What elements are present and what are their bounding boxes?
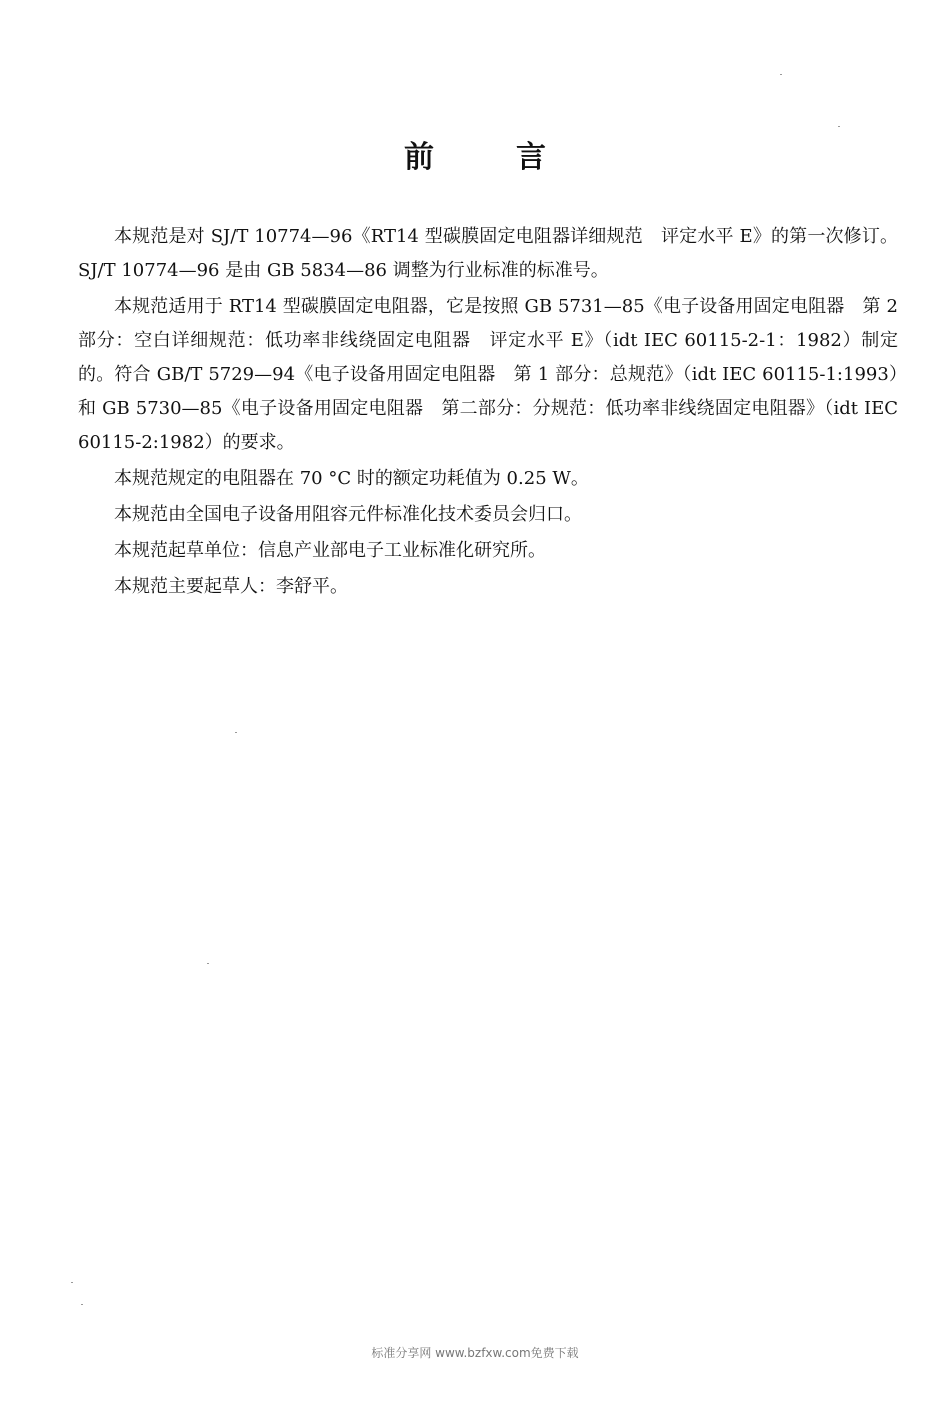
paragraph-revision: 本规范是对 SJ/T 10774—96《RT14 型碳膜固定电阻器详细规范 评定水平 E》的第一次修订。SJ/T 10774—96 是由 GB 5834—86 调整为行业标准的标准号。 <box>78 226 898 281</box>
scan-speck <box>838 126 840 127</box>
preface-body <box>78 220 898 604</box>
scan-speck <box>81 1304 83 1305</box>
title-char-1: 前 <box>404 140 434 175</box>
footer-watermark: 标准分享网 www.bzfxw.com免费下载 <box>371 1346 579 1360</box>
paragraph-rating: 本规范规定的电阻器在 70 °C 时的额定功耗值为 0.25 W。 <box>114 468 589 489</box>
scan-speck <box>207 963 209 964</box>
page-title <box>0 132 950 176</box>
paragraph-drafters: 本规范主要起草人：李舒平。 <box>114 576 348 597</box>
scan-speck <box>235 732 237 733</box>
scan-speck <box>71 1282 73 1283</box>
paragraph-drafting-unit: 本规范起草单位：信息产业部电子工业标准化研究所。 <box>114 540 546 561</box>
paragraph-committee: 本规范由全国电子设备用阻容元件标准化技术委员会归口。 <box>114 504 582 525</box>
scan-speck <box>780 74 782 75</box>
paragraph-scope: 本规范适用于 RT14 型碳膜固定电阻器，它是按照 GB 5731—85《电子设备用固定电阻器 第 2 部分：空白详细规范：低功率非线绕固定电阻器 评定水平 E》（idt IEC 60115-2-1：1982）制定的。符合 GB/T 5729—94《电子设备用固定电阻器 第 1 部分：总规范》（idt IEC 60115-1:1993）和 GB 5730—85《电子设备用固定电阻器 第二部分：分规范：低功率非线绕固定电阻器》（idt IEC 60115-2:1982）的要求。 <box>78 296 898 453</box>
title-char-2: 言 <box>516 140 546 175</box>
